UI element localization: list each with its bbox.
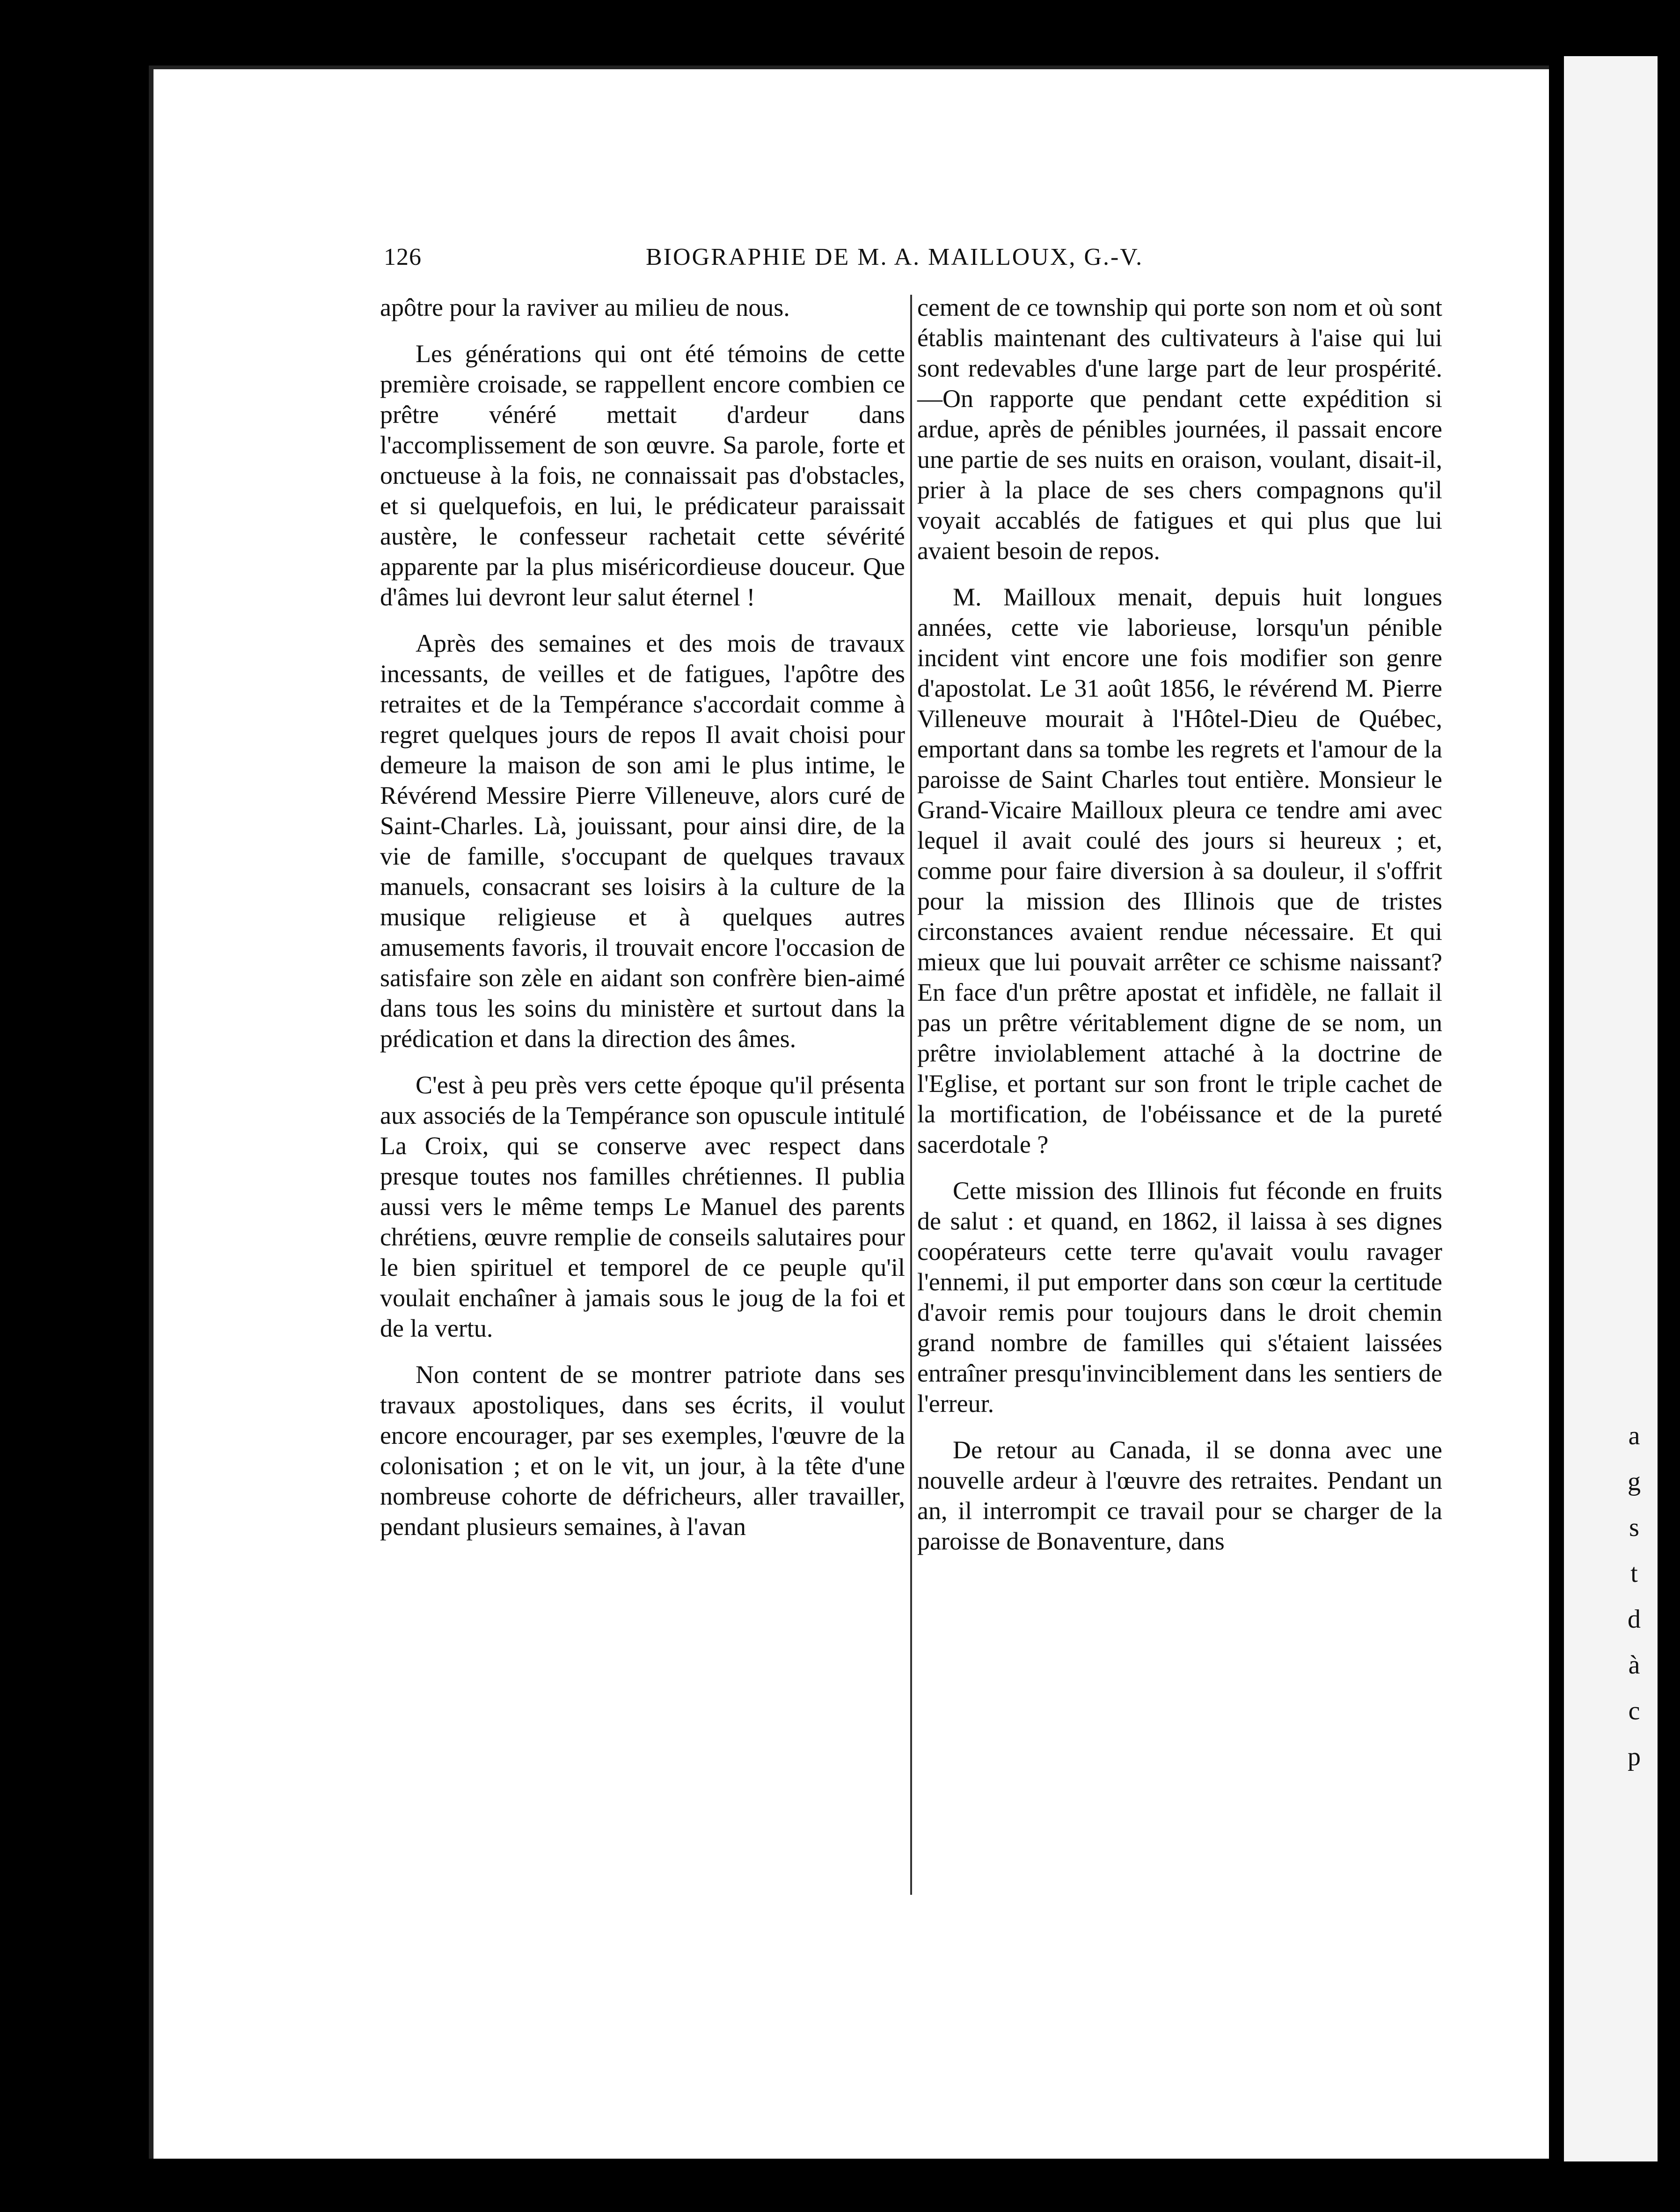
- paragraph: C'est à peu près vers cette époque qu'il présenta aux associés de la Tempérance son opuscule intitulé La Croix, qui se conserve avec respect dans presque toutes nos familles chrétiennes. Il publia aussi vers le même temps Le Manuel des parents chrétiens, œuvre remplie de conseils salutaires pour le bien spirituel et temporel de ce peuple qu'il voulait enchaîner à jamais sous le joug de la foi et de la vertu.: [380, 1071, 905, 1342]
- page-number: 126: [384, 244, 422, 270]
- paragraph: Non content de se montrer patriote dans ses travaux apostoliques, dans ses écrits, il voulut encore encourager, par ses exemples, l'œuvre de la colonisation ; et on le vit, un jour, à la tête d'une nombreuse cohorte de défricheurs, aller travailler, pendant plusieurs semaines, à l'avan: [380, 1361, 905, 1541]
- paragraph: apôtre pour la raviver au milieu de nous.: [380, 293, 790, 321]
- paragraph: Cette mission des Illinois fut féconde en fruits de salut : et quand, en 1862, il laissa à ses dignes coopérateurs cette terre qu'avait voulu ravager l'ennemi, il put emporter dans son cœur la certitude d'avoir remis pour toujours dans le droit chemin grand nombre de familles qui s'étaient laissées entraîner presqu'invinciblement dans les sentiers de l'erreur.: [917, 1177, 1442, 1418]
- paragraph: Les générations qui ont été témoins de cette première croisade, se rappellent encore combien ce prêtre vénéré mettait d'ardeur dans l'accomplissement de son œuvre. Sa parole, forte et onctueuse à la fois, ne connaissait pas d'obstacles, et si quelquefois, en lui, le prédicateur paraissait austère, le confesseur rachetait cette sévérité apparente par la plus miséricordieuse douceur. Que d'âmes lui devront leur salut éternel !: [380, 340, 905, 611]
- paragraph: M. Mailloux menait, depuis huit longues années, cette vie laborieuse, lorsqu'un pénible incident vint encore une fois modifier son genre d'apostolat. Le 31 août 1856, le révérend M. Pierre Villeneuve mourait à l'Hôtel-Dieu de Québec, emportant dans sa tombe les regrets et l'amour de la paroisse de Saint Charles tout entière. Monsieur le Grand-Vicaire Mailloux pleura ce tendre ami avec lequel il avait coulé des jours si heureux ; et, comme pour faire diversion à sa douleur, il s'offrit pour la mission des Illinois que de tristes circonstances avaient rendue nécessaire. Et qui mieux que lui pouvait arrêter ce schisme naissant? En face d'un prêtre apostat et infidèle, ne fallait il pas un prêtre véritablement digne de se nom, un prêtre inviolablement attaché à la doctrine de l'Eglise, et portant sur son front le triple cachet de la mortification, de l'obéissance et de la pureté sacerdotale ?: [917, 583, 1442, 1158]
- left-column: [380, 292, 905, 1542]
- paragraph: De retour au Canada, il se donna avec une nouvelle ardeur à l'œuvre des retraites. Pendant un an, il interrompit ce travail pour se charger de la paroisse de Bonaventure, dans: [917, 1436, 1442, 1555]
- adjacent-page-edge: [1564, 56, 1658, 2161]
- paragraph: Après des semaines et des mois de travaux incessants, de veilles et de fatigues, l'apôtre des retraites et de la Tempérance s'accordait comme à regret quelques jours de repos Il avait choisi pour demeure la maison de son ami le plus intime, le Révérend Messire Pierre Villeneuve, alors curé de Saint-Charles. Là, jouissant, pour ainsi dire, de la vie de famille, s'occupant de quelques travaux manuels, consacrant ses loisirs à la culture de la musique religieuse et à quelques autres amusements favoris, il trouvait encore l'occasion de satisfaire son zèle en aidant son confrère bien-aimé dans tous les soins du ministère et surtout dans la prédication et dans la direction des âmes.: [380, 629, 905, 1053]
- running-head: [384, 243, 1357, 281]
- paragraph: cement de ce township qui porte son nom et où sont établis maintenant des cultivateurs à l'aise qui lui sont redevables d'une large part de leur prospérité.—On rapporte que pendant cette expédition si ardue, après de pénibles journées, il passait encore une partie de ses nuits en oraison, voulant, disait-il, prier à la place de ses chers compagnons qu'il voyait accablés de fatigues et qui plus que lui avaient besoin de repos.: [917, 293, 1442, 565]
- right-column: [917, 292, 1442, 1557]
- column-divider: [910, 295, 912, 1895]
- adjacent-page-fragment: a g s t d à c p: [1628, 1421, 1641, 1771]
- running-title: BIOGRAPHIE DE M. A. MAILLOUX, G.-V.: [646, 244, 1144, 270]
